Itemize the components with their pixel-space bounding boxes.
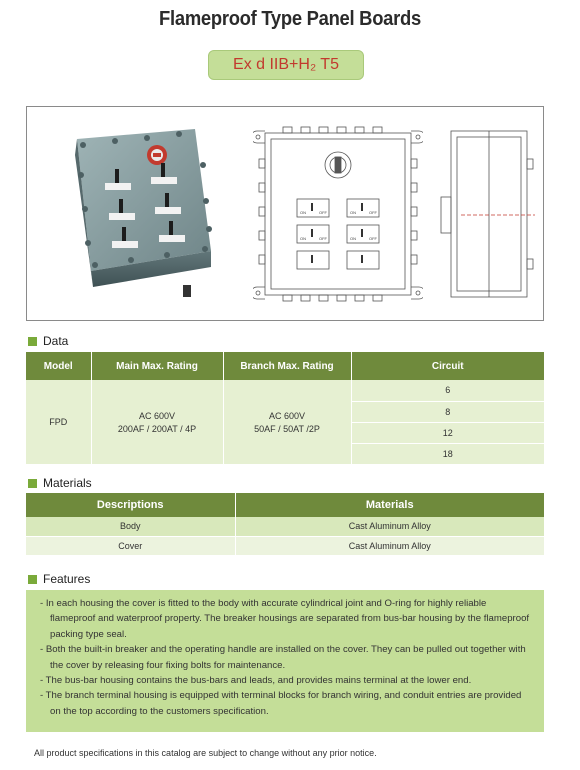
branch-rating-voltage: AC 600V (268, 410, 306, 421)
description-cell: Body (26, 517, 235, 536)
main-rating-voltage: AC 600V (138, 410, 176, 421)
svg-text:ON: ON (350, 210, 356, 215)
materials-header-row (26, 493, 544, 517)
materials-table (26, 493, 544, 556)
material-cell: Cast Aluminum Alloy (235, 536, 544, 555)
svg-text:ON: ON (350, 236, 356, 241)
material-cell: Cast Aluminum Alloy (235, 517, 544, 536)
page-title: Flameproof Type Panel Boards (159, 8, 421, 30)
features-heading-label: Features (43, 572, 91, 586)
list-item: - In each housing the cover is fitted to the body with accurate cylindrical joint and O-ring for highly reliable flameproof and waterproof property. The breaker housings are separated from bus-bar housing by the flameproof packing type seal. (40, 598, 530, 640)
data-section-heading (28, 334, 68, 348)
table-row (26, 380, 544, 401)
table-row (26, 536, 544, 555)
column-header-descriptions: Descriptions (26, 493, 235, 517)
data-table (26, 352, 544, 464)
svg-text:OFF: OFF (369, 236, 377, 241)
svg-text:ON: ON (300, 236, 306, 241)
circuit-cell: 12 (351, 422, 544, 443)
materials-section-heading (28, 476, 92, 490)
explosion-rating-badge: Ex d IIB+H₂ T5 (208, 50, 364, 80)
circuit-cell: 8 (351, 401, 544, 422)
column-header-branch-rating: Branch Max. Rating (223, 352, 351, 380)
svg-text:ON: ON (300, 210, 306, 215)
section-bullet-icon (28, 575, 37, 584)
features-box (26, 590, 544, 732)
data-table-header-row (26, 352, 544, 380)
circuit-cell: 18 (351, 443, 544, 464)
side-view-drawing (431, 119, 541, 309)
branch-rating-cell (223, 380, 351, 464)
svg-text:OFF: OFF (319, 236, 327, 241)
main-rating-spec: 200AF / 200AT / 4P (117, 423, 197, 434)
footer-disclaimer: All product specifications in this catalog are subject to change without any prior notice. (34, 748, 377, 758)
list-item: - Both the built-in breaker and the operating handle are installed on the cover. They can be pulled out together with the cover by releasing four fixing bolts for maintenance. (40, 644, 526, 671)
column-header-main-rating: Main Max. Rating (91, 352, 223, 380)
section-bullet-icon (28, 337, 37, 346)
product-photo (55, 125, 215, 305)
column-header-circuit: Circuit (351, 352, 544, 380)
main-rating-cell (91, 380, 223, 464)
description-cell: Cover (26, 536, 235, 555)
svg-text:OFF: OFF (369, 210, 377, 215)
product-figure (26, 106, 544, 321)
data-heading-label: Data (43, 334, 69, 348)
circuit-cell: 6 (351, 380, 544, 401)
section-bullet-icon (28, 479, 37, 488)
column-header-materials: Materials (235, 493, 544, 517)
branch-rating-spec: 50AF / 50AT /2P (254, 423, 320, 434)
features-section-heading (28, 572, 90, 586)
list-item: - The bus-bar housing contains the bus-bars and leads, and provides mains terminal at the lower end. (40, 675, 472, 687)
model-cell: FPD (26, 380, 91, 464)
front-view-drawing (253, 119, 423, 309)
column-header-model: Model (26, 352, 91, 380)
materials-heading-label: Materials (43, 476, 92, 490)
list-item: - The branch terminal housing is equipped with terminal blocks for branch wiring, and conduit entries are provided on the top according to the customers specification. (40, 690, 522, 717)
svg-text:OFF: OFF (319, 210, 327, 215)
table-row (26, 517, 544, 536)
features-list (40, 596, 532, 719)
